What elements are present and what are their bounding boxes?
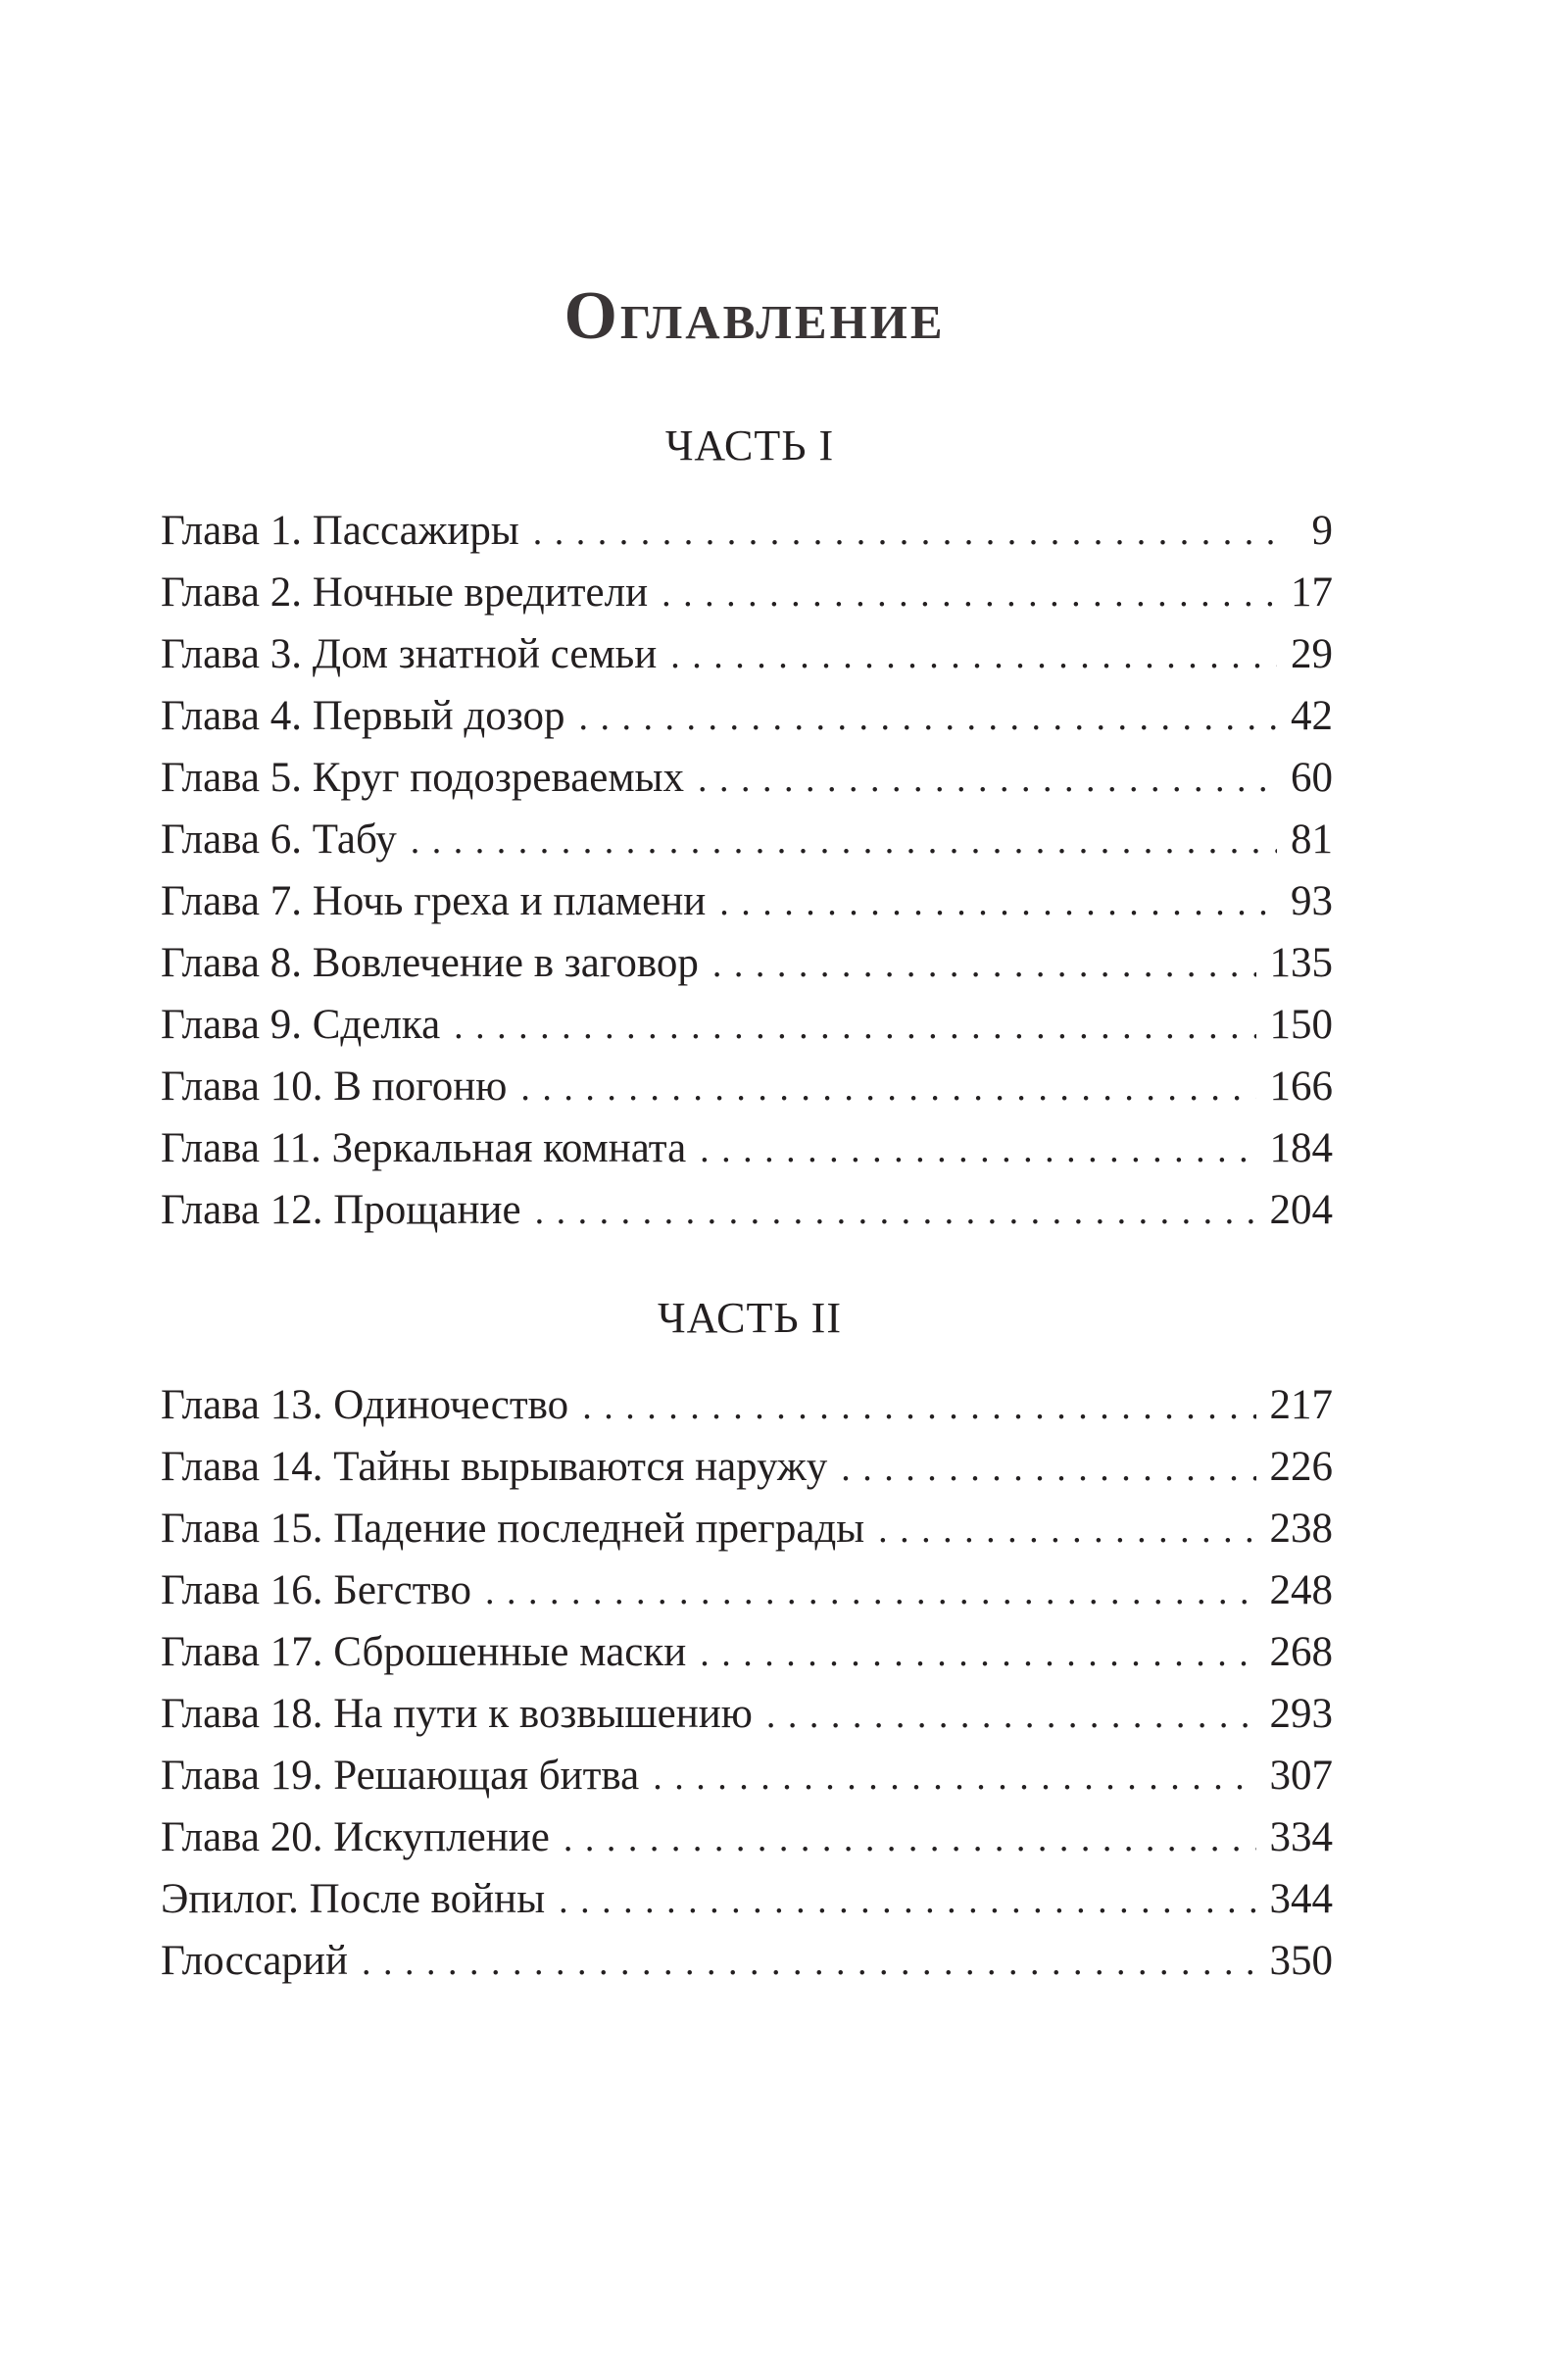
dot-leader [719,872,1277,932]
toc-entry[interactable] [161,1179,1333,1241]
page-title: Оглавление [564,278,946,354]
toc-entry-page: 9 [1311,508,1333,554]
dot-leader [533,502,1280,562]
toc-entry-page: 293 [1269,1691,1333,1737]
dot-leader [766,1685,1256,1745]
toc-entry-label: Глава 3. Дом знатной семьи [161,631,658,677]
toc-entry-page: 217 [1269,1382,1333,1428]
toc-entry[interactable] [161,1868,1333,1930]
toc-entry-label: Глава 18. На пути к возвышению [161,1691,753,1737]
toc-entry-label: Глава 11. Зеркальная комната [161,1125,687,1171]
dot-leader [454,996,1255,1056]
toc-entry-label: Глава 1. Пассажиры [161,508,519,554]
dot-leader [841,1438,1255,1498]
toc-entry[interactable] [161,1683,1333,1745]
toc-entry-page: 17 [1291,569,1333,616]
toc-entry-label: Глава 2. Ночные вредители [161,569,649,616]
toc-entry[interactable] [161,1374,1333,1436]
toc-entry-label: Глава 15. Падение последней преграды [161,1506,865,1552]
dot-leader [411,811,1277,870]
dot-leader [520,1058,1255,1117]
toc-entry[interactable] [161,1621,1333,1683]
dot-leader [698,749,1277,809]
toc-entry-label: Глава 13. Одиночество [161,1382,569,1428]
toc-entry-label: Глава 16. Бегство [161,1567,472,1613]
toc-entry-label: Глава 10. В погоню [161,1063,508,1110]
dot-leader [582,1376,1255,1436]
toc-entry-page: 150 [1269,1002,1333,1048]
dot-leader [564,1808,1256,1868]
dot-leader [362,1932,1256,1992]
dot-leader [559,1870,1255,1930]
toc-entry-label: Глава 8. Вовлечение в заговор [161,940,699,986]
dot-leader [878,1500,1255,1559]
toc-entry[interactable] [161,562,1333,623]
toc-entry-label: Глава 6. Табу [161,816,397,863]
toc-entry[interactable] [161,1436,1333,1498]
toc-entry-label: Глава 14. Тайны вырываются наружу [161,1444,828,1490]
toc-entry[interactable] [161,623,1333,685]
toc-entry-label: Глава 7. Ночь греха и пламени [161,878,707,924]
toc-entry[interactable] [161,1498,1333,1559]
toc-entry-page: 248 [1269,1567,1333,1613]
toc-list-part-1 [161,500,1333,1241]
toc-entry-label: Глава 4. Первый дозор [161,693,565,739]
toc-entry-page: 268 [1269,1629,1333,1675]
toc-entry-page: 238 [1269,1506,1333,1552]
toc-entry[interactable] [161,1930,1333,1992]
toc-entry-page: 184 [1269,1125,1333,1171]
dot-leader [662,564,1277,623]
toc-entry-page: 307 [1269,1753,1333,1799]
dot-leader [485,1561,1255,1621]
part-heading-1: ЧАСТЬ I [664,421,835,470]
dot-leader [712,934,1256,994]
toc-entry-page: 226 [1269,1444,1333,1490]
toc-entry-page: 81 [1291,816,1333,863]
toc-entry[interactable] [161,870,1333,932]
toc-entry-page: 334 [1269,1814,1333,1860]
toc-entry[interactable] [161,747,1333,809]
toc-entry[interactable] [161,809,1333,870]
toc-entry-page: 60 [1291,755,1333,801]
toc-entry-page: 135 [1269,940,1333,986]
toc-entry-page: 42 [1291,693,1333,739]
dot-leader [670,625,1277,685]
toc-entry[interactable] [161,1806,1333,1868]
toc-entry-page: 344 [1269,1876,1333,1922]
dot-leader [700,1623,1255,1683]
toc-entry-label: Глава 9. Сделка [161,1002,441,1048]
toc-entry-label: Эпилог. После войны [161,1876,546,1922]
toc-entry-label: Глава 20. Искупление [161,1814,550,1860]
toc-entry[interactable] [161,932,1333,994]
toc-entry-page: 29 [1291,631,1333,677]
dot-leader [653,1747,1255,1806]
toc-entry-label: Глоссарий [161,1938,348,1984]
toc-entry-label: Глава 19. Решающая битва [161,1753,640,1799]
toc-entry[interactable] [161,1745,1333,1806]
toc-entry[interactable] [161,994,1333,1056]
toc-entry-label: Глава 17. Сброшенные маски [161,1629,687,1675]
toc-list-part-2 [161,1374,1333,1992]
dot-leader [578,687,1277,747]
toc-entry-page: 204 [1269,1187,1333,1233]
toc-entry-label: Глава 5. Круг подозреваемых [161,755,684,801]
dot-leader [700,1119,1255,1179]
toc-entry[interactable] [161,1056,1333,1117]
toc-entry[interactable] [161,685,1333,747]
toc-entry-page: 93 [1291,878,1333,924]
dot-leader [535,1181,1256,1241]
toc-entry[interactable] [161,500,1333,562]
part-heading-2: ЧАСТЬ II [658,1294,842,1342]
toc-entry[interactable] [161,1559,1333,1621]
toc-entry[interactable] [161,1117,1333,1179]
toc-entry-page: 350 [1269,1938,1333,1984]
toc-entry-label: Глава 12. Прощание [161,1187,521,1233]
toc-entry-page: 166 [1269,1063,1333,1110]
